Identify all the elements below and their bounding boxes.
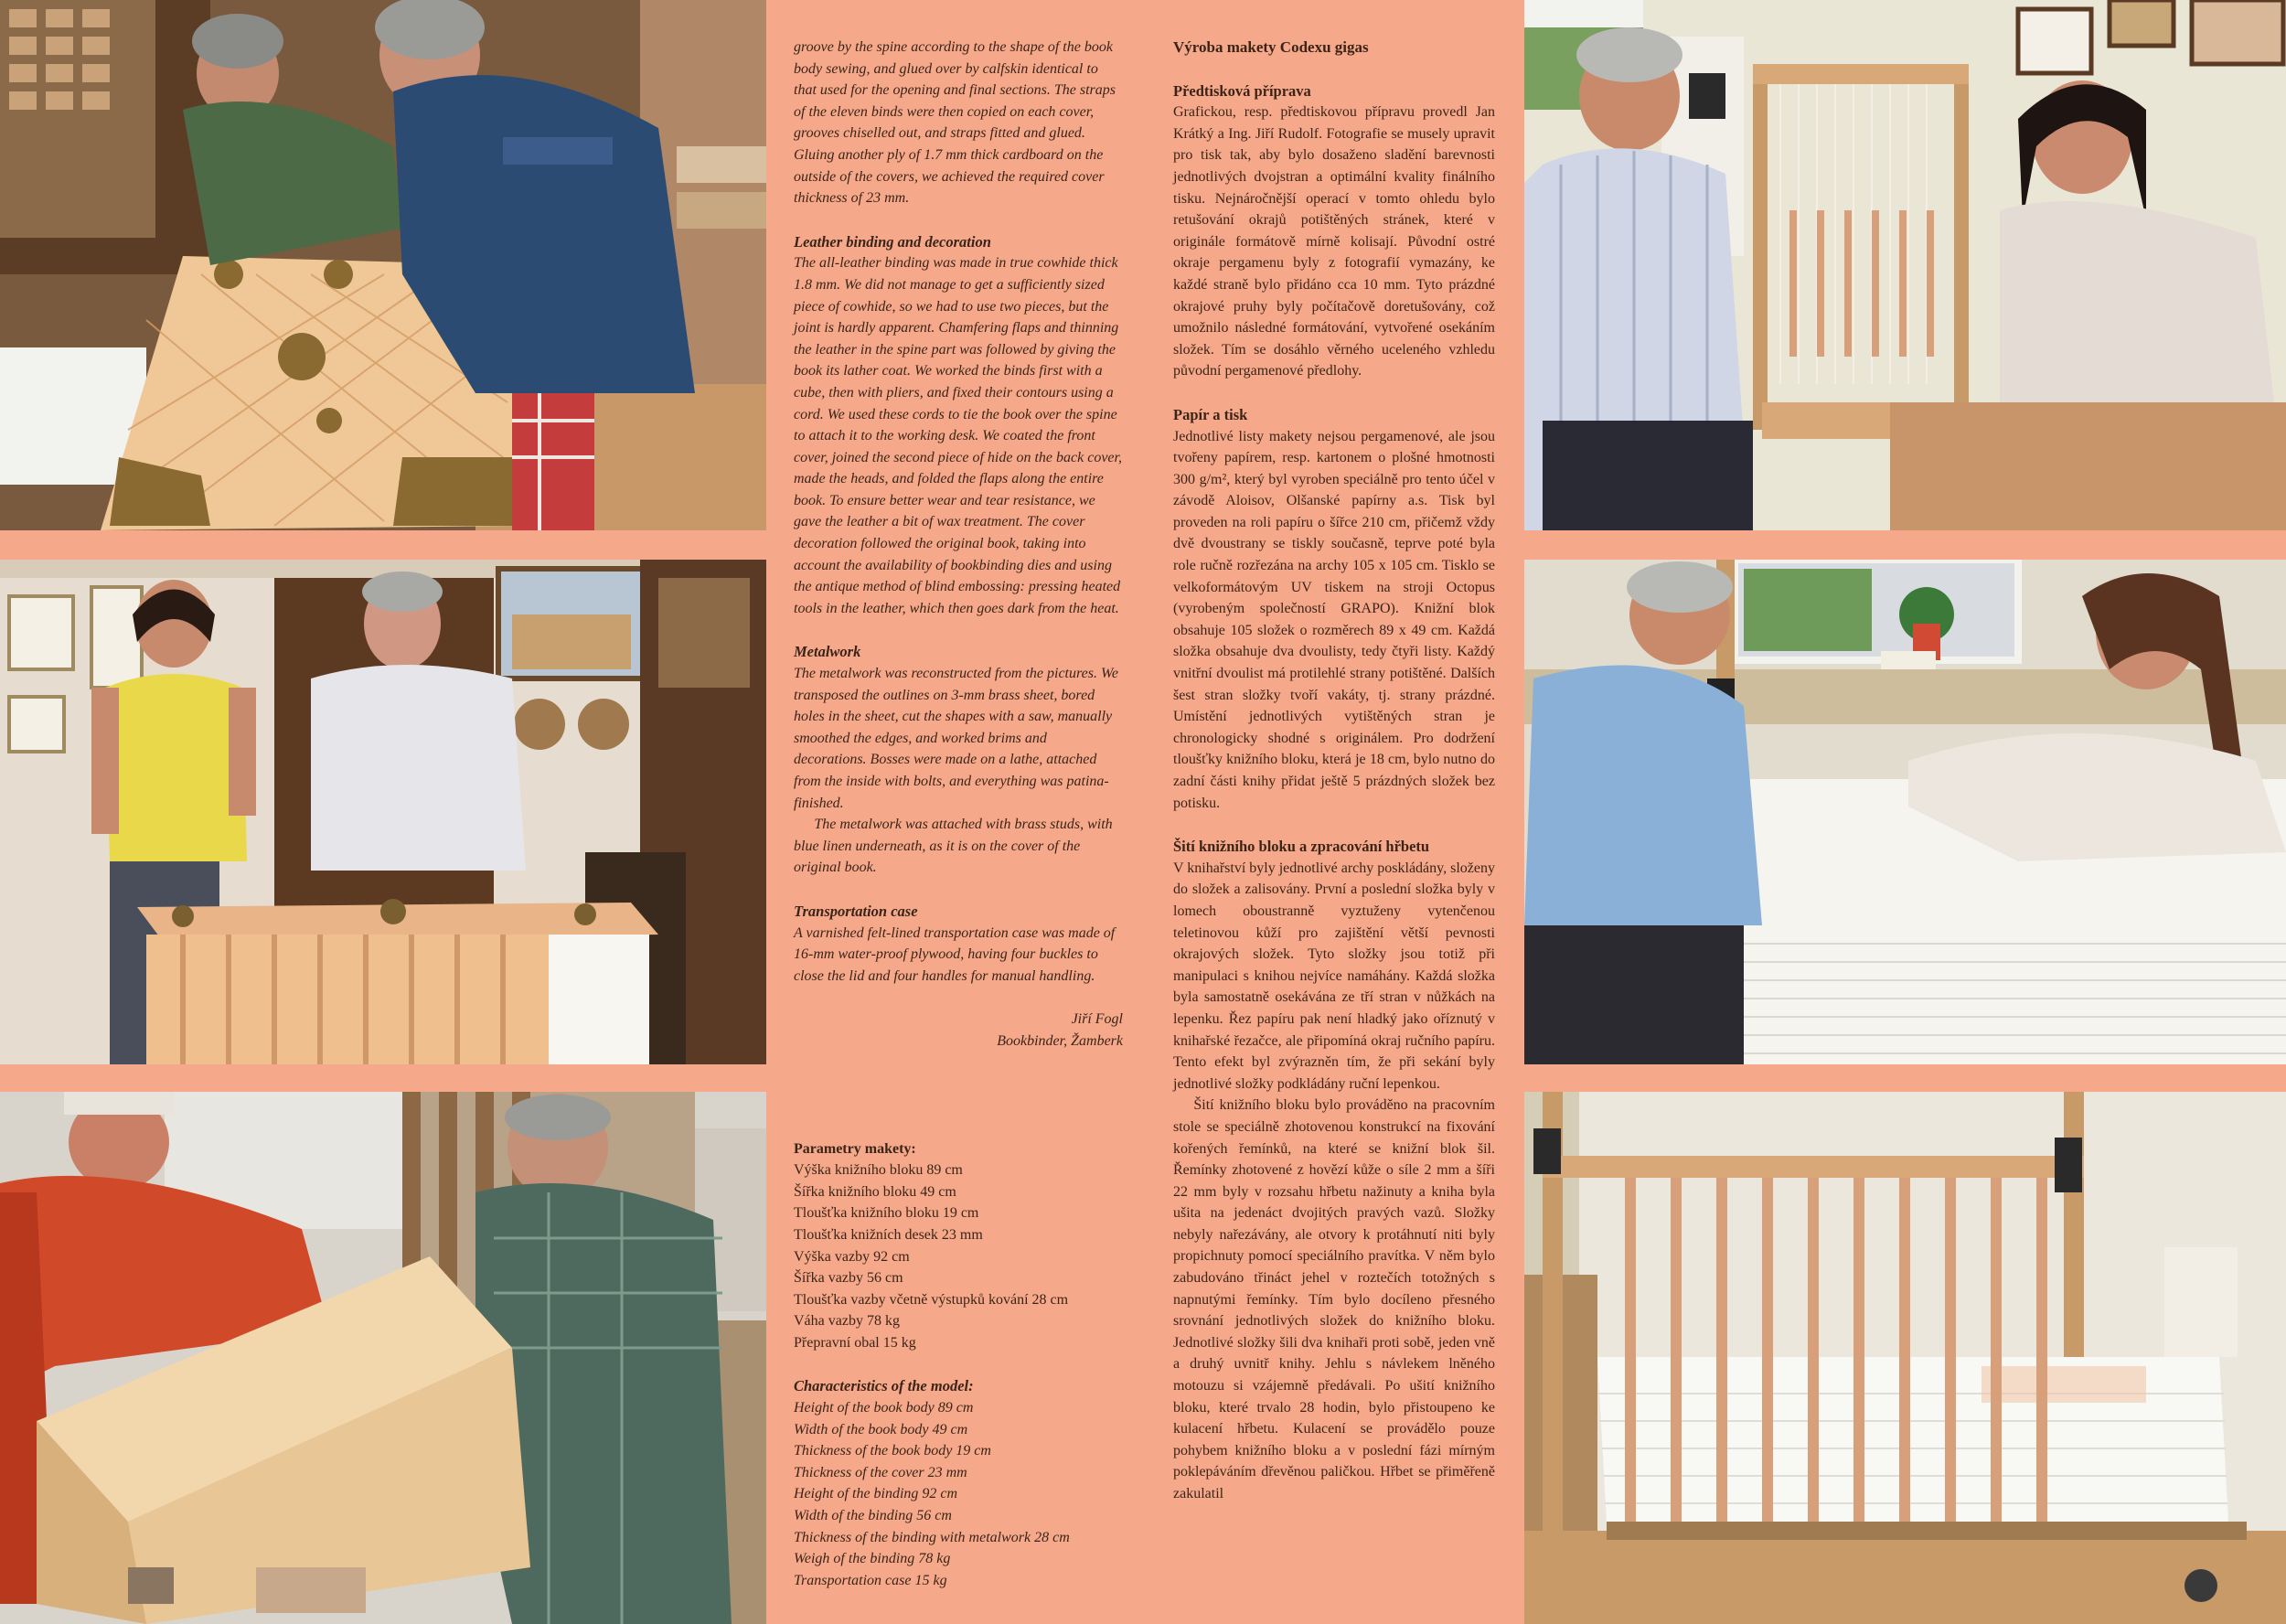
parameter-item: Tloušťka knižních desek 23 mm bbox=[794, 1226, 983, 1243]
characteristic-item: Width of the book body 49 cm bbox=[794, 1421, 968, 1437]
characteristic-item: Thickness of the book body 19 cm bbox=[794, 1443, 991, 1459]
prepress-heading: Předtisková příprava bbox=[1173, 81, 1311, 100]
parameter-item: Výška knižního bloku 89 cm bbox=[794, 1162, 963, 1179]
photo-craftsmen-decorating-cover bbox=[0, 0, 766, 530]
parameter-item: Šířka knižního bloku 49 cm bbox=[794, 1183, 956, 1200]
parameter-item: Výška vazby 92 cm bbox=[794, 1248, 910, 1265]
parameter-item: Tloušťka knižního bloku 19 cm bbox=[794, 1205, 979, 1222]
characteristic-item: Thickness of the cover 23 mm bbox=[794, 1464, 967, 1480]
signature-role: Bookbinder, Žamberk bbox=[997, 1032, 1123, 1049]
prepress-paragraph: Grafickou, resp. předtiskovou přípravu provedl Jan Krátký a Ing. Jiří Rudolf. Fotografie se musely upravit pro tisk tak, aby bylo dosaženo sladění barevnosti jednotlivých dvojstran a optimální kvality finálního tisku. Nejnáročnější operací v tomto ohledu bylo retušování okrajů potištěných stránek, které v originále formátově mírně kolisají. Původní ostré okraje pergamenu byly z fotografií vymazány, ke každé straně bylo přidáno cca 10 mm. Tyto prázdné okrajové pruhy byly počítačově doretušovány, což umožnilo následné formátování, vytvořené osekáním složek. Tím se dosáhlo věrného uceleného vzhledu původní pergamenové předlohy. bbox=[1173, 104, 1495, 379]
article-title: Výroba makety Codexu gigas bbox=[1173, 38, 1369, 56]
photo-finished-model-with-binders bbox=[0, 560, 766, 1064]
characteristics-list bbox=[794, 1397, 1123, 1591]
signature-name: Jiří Fogl bbox=[1071, 1011, 1123, 1028]
parameters-list bbox=[794, 1159, 1123, 1353]
characteristic-item: Height of the book body 89 cm bbox=[794, 1400, 974, 1416]
leather-binding-heading: Leather binding and decoration bbox=[794, 232, 991, 251]
paper-print-heading: Papír a tisk bbox=[1173, 405, 1248, 423]
metalwork-paragraph: The metalwork was reconstructed from the pictures. We transposed the outlines on 3-mm brass sheet, bored holes in the sheet, cut the shapes with a saw, manually smoothed the edges, and worked brims and decorations. Bosses were made on a lathe, attached from the inside with bolts, and everything was patina-finished. bbox=[794, 666, 1118, 811]
parameter-item: Přepravní obal 15 kg bbox=[794, 1334, 916, 1351]
characteristic-item: Width of the binding 56 cm bbox=[794, 1508, 952, 1524]
english-text-column bbox=[794, 37, 1123, 1591]
sewing-paragraph-2: Šití knižního bloku bylo prováděno na pracovním stole se speciálně zhotovenou konstrukcí na fixování kořených řemínků, na které se knižní blok šil. Řemínky zhotovené z hovězí kůže o síle 2 mm a šíři 22 mm byly v rozsahu hřbetu nažinuty a kniha byla ušita na jedenáct dvojitých pravých vazů. Složky nebyly nařezávány, ale otvory k protáhnutí niti byly propichnuty pomocí speciálního pravítka. V něm bylo zabudováno třináct jehel v roztečích totožných s napnutými řemínky. Tím bylo docíleno přesného srovnání jednotlivých složek do knižního bloku. Jednotlivé složky šili dva knihaři proti sobě, jeden vně a druhý uvnitř knihy. Jehlu s návlekem lněného motouzu si vzájemně předávali. Po ušití knižního bloku, které trvalo 28 hodin, bylo přistoupeno ke kulacení hřbetu. Kulacení se provádělo pouze pohybem knižního bloku a v poslední fázi mírným poklepáváním dřevěnou paličkou. Hřbet se přiměřeně zakulatil bbox=[1173, 1097, 1495, 1501]
intro-paragraph: groove by the spine according to the shape of the book body sewing, and glued over by calfskin identical to that used for the opening and final sections. The straps of the eleven binds were then copied on each cover, grooves chiselled out, and straps fitted and glued. Gluing another ply of 1.7 mm thick cardboard on the outside of the covers, we achieved the required cover thickness of 23 mm. bbox=[794, 39, 1116, 207]
characteristic-item: Transportation case 15 kg bbox=[794, 1572, 947, 1588]
leather-binding-paragraph: The all-leather binding was made in true cowhide thick 1.8 mm. We did not manage to get a sufficiently sized piece of cowhide, so we had to use two pieces, but the joint is hardly apparent. Chamfering flaps and thinning the leather in the spine part was followed by giving the book its lather coat. We worked the binds first with a cube, then with pliers, and fixed their contours using a cord. We used these cords to tie the book over the spine to attach it to the working desk. We coated the front cover, joined the second piece of hide on the back cover, made the heads, and folded the flaps along the entire book. To ensure better wear and tear resistance, we gave the leather a bit of wax treatment. The cover decoration followed the original book, taking into account the availability of bookbinding dies and using the antique method of blind embossing: pressing heated tools in the leather, which then goes dark from the heat. bbox=[794, 255, 1122, 616]
sewing-paragraph: V knihařství byly jednotlivé archy poskládány, složeny do složek a zalisovány. První a poslední složka byly v lomech oboustranně vyztuženy vytenčenou teletinovou kůží pro zajištění větší pevnosti okrajových složek. Tyto složky jsou totiž při manipulaci s knihou nejvíce namáhány. Každá složka byla samostatně osekávána ze tří stran v nůžkách na lepenku. Řez papíru pak není hladký jako oříznutý v knihařské řezačce, ale připomíná okraj ručního papíru. Tento efekt byl zvýrazněn tím, že při sekání byly jednotlivé složky podkládány ruční lepenkou. bbox=[1173, 860, 1495, 1092]
photo-sewing-frame bbox=[1524, 0, 2286, 530]
characteristics-heading: Characteristics of the model: bbox=[794, 1377, 974, 1395]
parameter-item: Váha vazby 78 kg bbox=[794, 1313, 900, 1330]
characteristic-item: Weigh of the binding 78 kg bbox=[794, 1551, 951, 1567]
parameters-heading: Parametry makety: bbox=[794, 1140, 916, 1157]
photo-transport-case bbox=[0, 1092, 766, 1624]
metalwork-heading: Metalwork bbox=[794, 643, 861, 661]
transport-case-heading: Transportation case bbox=[794, 902, 918, 920]
characteristic-item: Thickness of the binding with metalwork 28 cm bbox=[794, 1529, 1070, 1545]
parameter-item: Šířka vazby 56 cm bbox=[794, 1270, 903, 1287]
metalwork-paragraph-2: The metalwork was attached with brass studs, with blue linen underneath, as it is on the cover of the original book. bbox=[794, 817, 1113, 876]
photo-sewing-book-block bbox=[1524, 560, 2286, 1064]
paper-print-paragraph: Jednotlivé listy makety nejsou pergamenové, ale jsou tvořeny papírem, resp. kartonem o plošné hmotnosti 300 g/m², který byl vyroben speciálně pro tento účel v závodě Aloisov, Olšanské papírny a.s. Tisk byl proveden na roli papíru o šířce 210 cm, přičemž vždy dvě dvoustrany se tiskly současně, teprve poté byla role ručně rozřezána na archy 105 x 105 cm. Tisklo se velkoformátovým UV tiskem na stroji Octopus (vyrobeným společností GRAPO). Knižní blok obsahuje 105 složek o rozměrech 89 x 49 cm. Každá složka obsahuje dva dvoulisty, tedy čtyři listy. Každý vnitřní dvoulist má protilehlé strany potištěné. Dalších šest stran složky tvoří vakáty, tj. strany prázdné. Umístění jednotlivých vytištěných stran je chronologicky shodné s originálem. Pro dodržení tloušťky knižního bloku, která je 18 cm, bylo nutno do zadní části knihy přidat ještě 5 prázdných složek bez potisku. bbox=[1173, 428, 1495, 811]
photo-sewing-frame-with-book bbox=[1524, 1092, 2286, 1624]
transport-case-paragraph: A varnished felt-lined transportation case was made of 16-mm water-proof plywood, having four buckles to close the lid and four handles for manual handling. bbox=[794, 924, 1116, 984]
characteristic-item: Height of the binding 92 cm bbox=[794, 1486, 958, 1502]
parameter-item: Tloušťka vazby včetně výstupků kování 28 cm bbox=[794, 1291, 1069, 1308]
sewing-heading: Šití knižního bloku a zpracování hřbetu bbox=[1173, 838, 1430, 856]
czech-text-column bbox=[1173, 37, 1495, 1505]
